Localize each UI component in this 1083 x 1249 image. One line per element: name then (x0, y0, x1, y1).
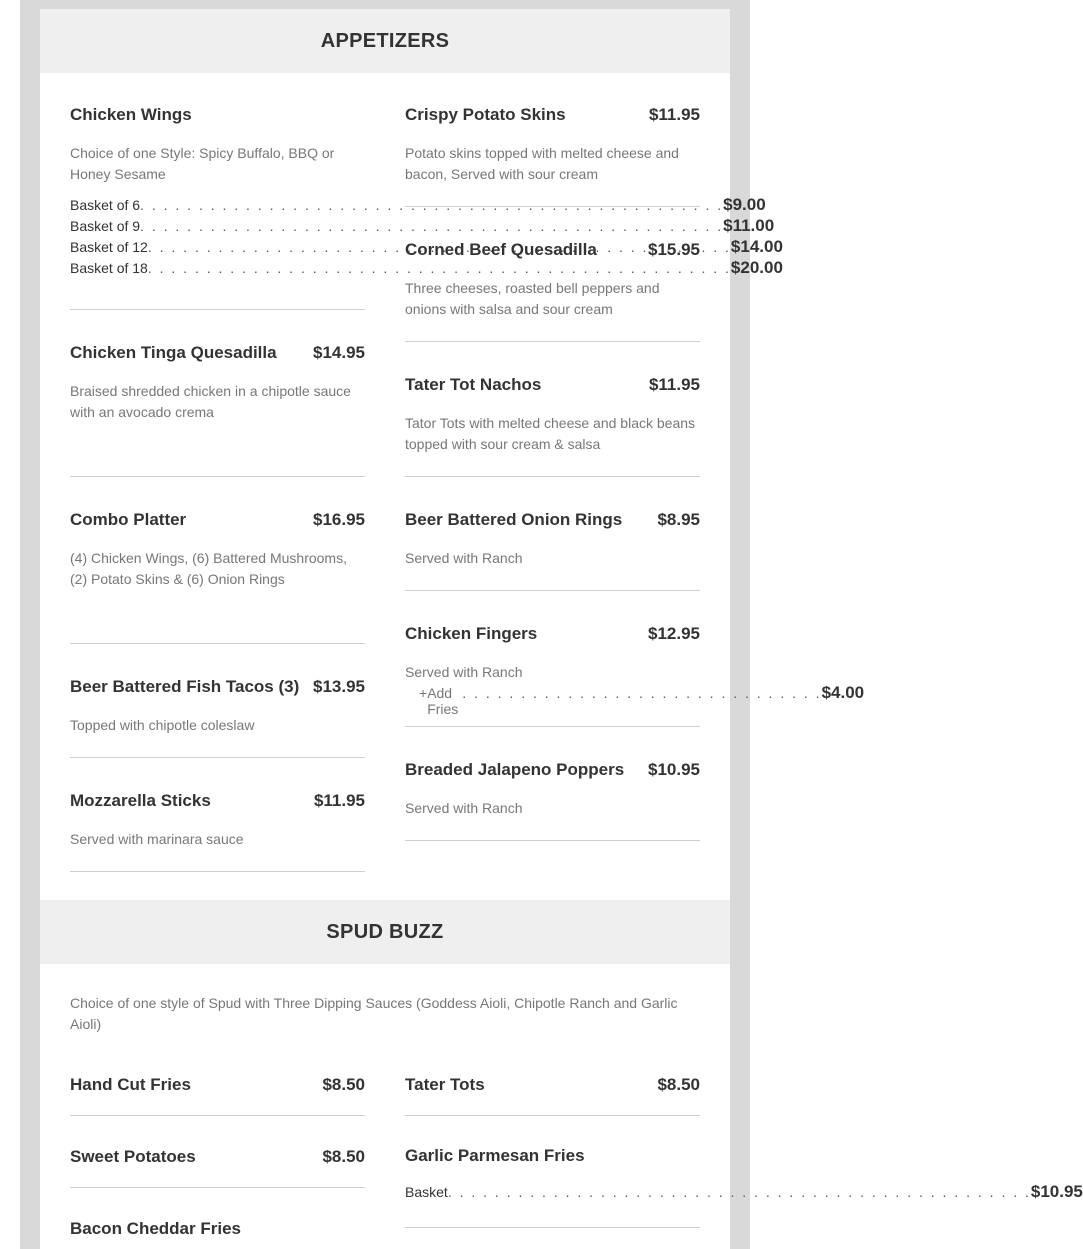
item-description: Served with Ranch (405, 664, 523, 680)
menu-item (70, 1219, 365, 1239)
item-description: Tator Tots with melted cheese and black beans topped with sour cream & salsa (405, 415, 696, 452)
item-description: Three cheeses, roasted bell peppers and onions with salsa and sour cream (405, 280, 660, 317)
item-name: Chicken Tinga Quesadilla (70, 343, 277, 362)
item-name: Chicken Wings (70, 105, 192, 124)
item-name: Bacon Cheddar Fries (70, 1219, 241, 1238)
section-header-spud-buzz: SPUD BUZZ (40, 900, 730, 964)
item-description: Served with Ranch (405, 550, 523, 566)
item-description: Choice of one Style: Spicy Buffalo, BBQ or Honey Sesame (70, 145, 335, 182)
menu-item (405, 1075, 700, 1116)
spud-left-column (70, 1075, 365, 1239)
menu-item (405, 240, 700, 342)
section-intro: Choice of one style of Spud with Three Dipping Sauces (Goddess Aioli, Chipotle Ranch and Garlic Aioli) (70, 995, 678, 1032)
menu-card (40, 9, 1083, 1249)
item-price: $15.95 (648, 240, 700, 259)
item-name: Mozzarella Sticks (70, 791, 211, 810)
price-option: Basket of 6 . . . $9.00 (70, 195, 365, 216)
menu-item (70, 1075, 365, 1116)
item-name: Tater Tot Nachos (405, 375, 542, 394)
item-price: $12.95 (648, 624, 700, 643)
item-price: $14.95 (313, 343, 365, 362)
item-description: Served with Ranch (405, 800, 523, 816)
menu-item (405, 375, 700, 477)
item-name: Beer Battered Fish Tacos (3) (70, 677, 300, 696)
menu-item (70, 677, 365, 758)
price-option: Basket of 18 . . . $20.00 (70, 258, 365, 279)
addon-label: Add Fries (427, 685, 459, 717)
item-name: Corned Beef Quesadilla (405, 240, 597, 259)
item-price: $8.95 (657, 510, 700, 529)
spud-right-column (405, 1075, 1083, 1228)
addon-price: $4.00 (821, 683, 865, 702)
item-name: Beer Battered Onion Rings (405, 510, 623, 529)
item-price: $11.95 (313, 791, 365, 810)
menu-item (70, 791, 365, 872)
item-price: $8.50 (657, 1075, 700, 1094)
item-name: Hand Cut Fries (70, 1075, 191, 1094)
price-option: Basket . . . $10.95 (405, 1182, 700, 1203)
menu-item (405, 760, 700, 841)
menu-item (405, 1146, 1083, 1228)
item-price: $11.95 (648, 105, 700, 124)
menu-item (70, 343, 365, 477)
item-name: Breaded Jalapeno Poppers (405, 760, 625, 779)
item-name: Combo Platter (70, 510, 187, 529)
menu-item (405, 624, 865, 727)
item-description: Served with marinara sauce (70, 831, 244, 847)
item-name: Chicken Fingers (405, 624, 538, 643)
menu-item (405, 510, 700, 591)
item-name: Sweet Potatoes (70, 1147, 196, 1166)
item-name: Crispy Potato Skins (405, 105, 566, 124)
plus-icon: + (419, 685, 428, 701)
menu-item (405, 105, 700, 207)
price-option: Basket of 9 . . . $11.00 (70, 216, 365, 237)
item-name: Garlic Parmesan Fries (405, 1146, 585, 1165)
item-name: Tater Tots (405, 1075, 485, 1094)
item-price: $10.95 (648, 760, 700, 779)
item-price: $11.95 (648, 375, 700, 394)
menu-item (70, 510, 365, 644)
item-price: $8.50 (322, 1147, 365, 1166)
addon-option: + Add Fries . . . . . . . . . . . . . . . . . . . . . . . . . . . . . . . $4.00 (419, 683, 865, 717)
section-header-appetizers: APPETIZERS (40, 9, 730, 73)
price-option: Basket of 12 . . . $14.00 (70, 237, 365, 258)
item-description: Braised shredded chicken in a chipotle sauce with an avocado crema (70, 383, 351, 420)
menu-item (70, 1147, 365, 1188)
item-description: Topped with chipotle coleslaw (70, 717, 255, 733)
item-price: $13.95 (313, 677, 365, 696)
item-description: Potato skins topped with melted cheese and bacon, Served with sour cream (405, 145, 679, 182)
item-description: (4) Chicken Wings, (6) Battered Mushrooms, (2) Potato Skins & (6) Onion Rings (70, 550, 347, 587)
item-price: $16.95 (313, 510, 365, 529)
item-price: $8.50 (322, 1075, 365, 1094)
